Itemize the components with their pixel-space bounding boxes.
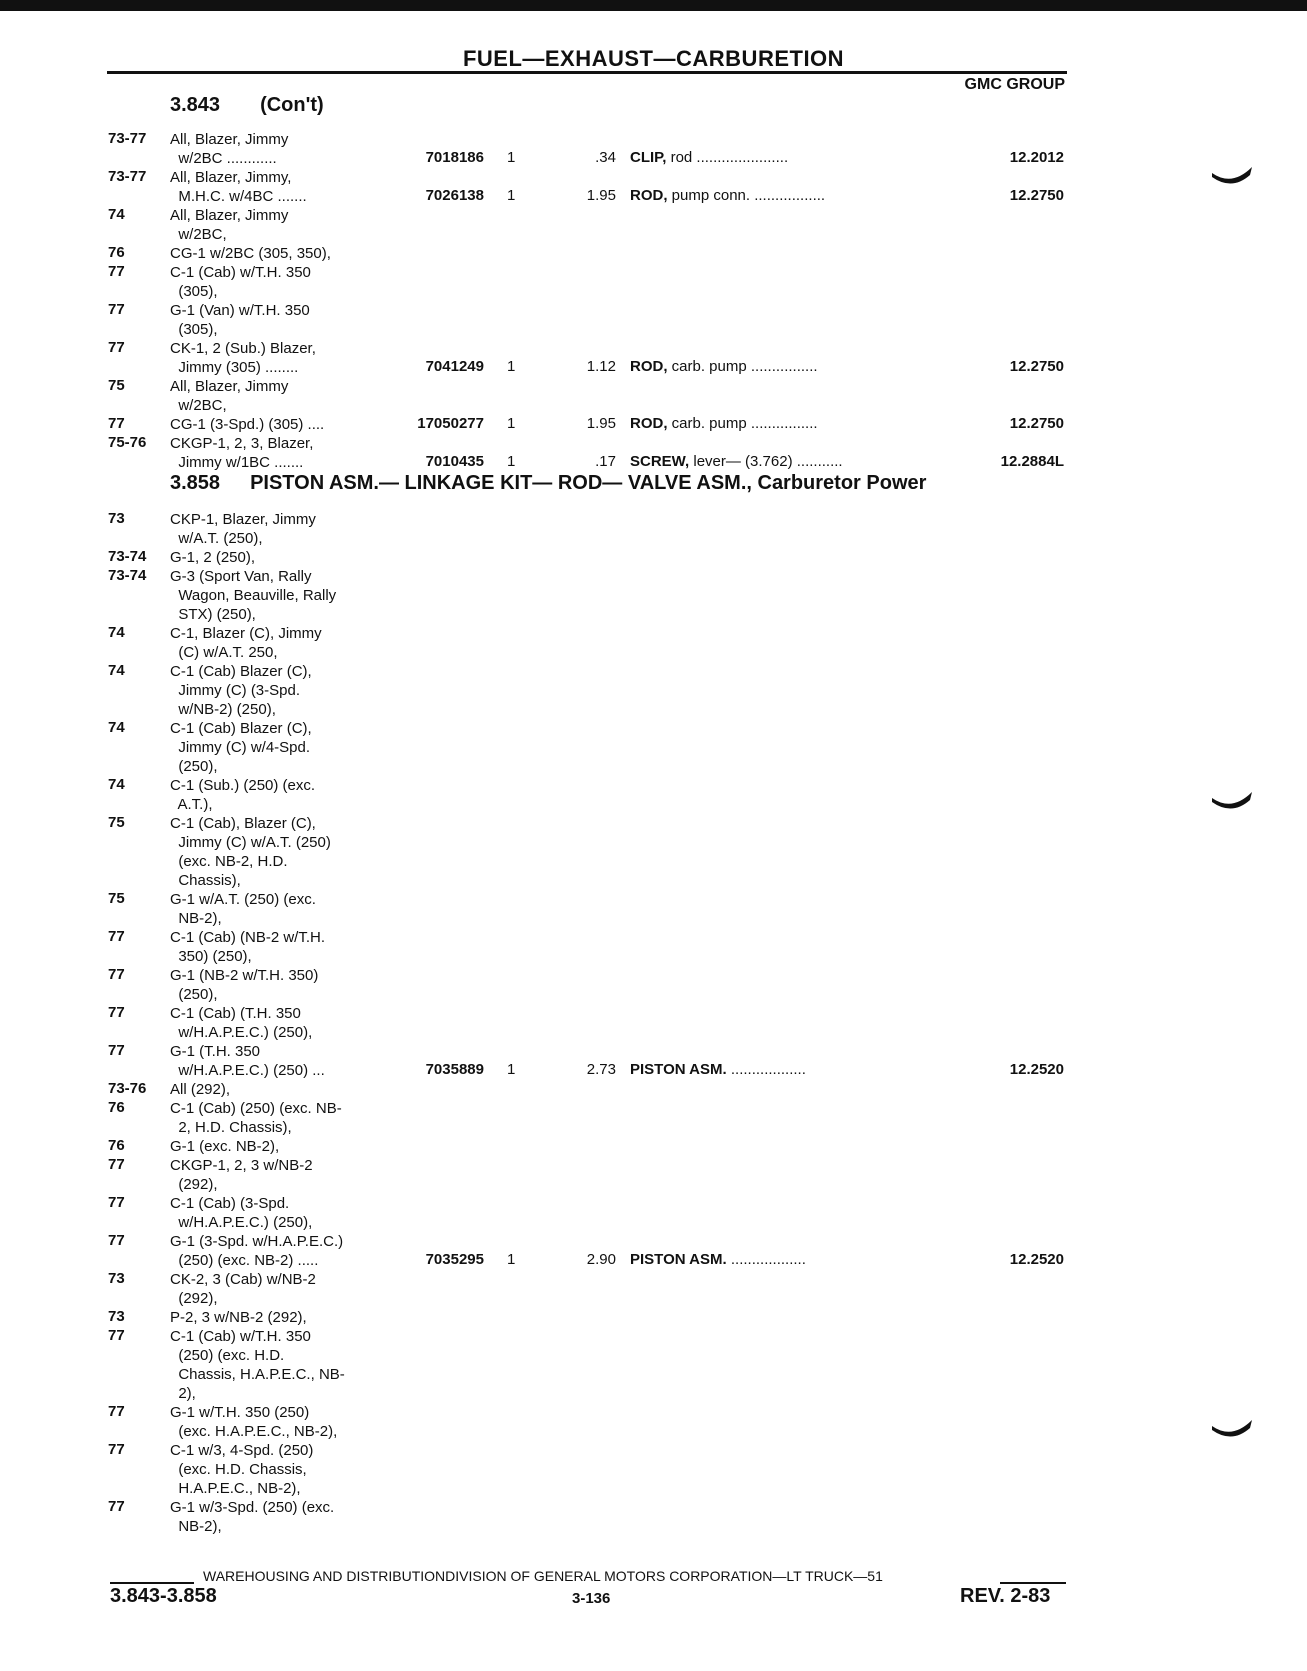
application-text: C-1 (Cab) w/T.H. 350 (250) (exc. H.D. Chassis, H.A.P.E.C., NB- 2), xyxy=(170,1328,345,1402)
model-years: 74 xyxy=(108,719,125,736)
part-detail: lever— (3.762) ........... xyxy=(689,453,843,470)
model-years: 73 xyxy=(108,1270,125,1287)
part-name: PISTON ASM. xyxy=(630,1061,727,1078)
part-number: 7041249 xyxy=(425,358,484,375)
model-years: 77 xyxy=(108,339,125,356)
model-years: 77 xyxy=(108,1004,125,1021)
model-years: 77 xyxy=(108,1327,125,1344)
model-years: 75-76 xyxy=(108,434,147,451)
part-description xyxy=(630,187,825,204)
part-detail: carb. pump ................ xyxy=(667,358,818,375)
application-text: C-1 (Sub.) (250) (exc. A.T.), xyxy=(170,777,316,813)
model-years: 77 xyxy=(108,1156,125,1173)
part-detail: .................. xyxy=(726,1061,806,1078)
part-description xyxy=(630,1061,806,1078)
model-years: 73-77 xyxy=(108,168,147,185)
part-name: CLIP, xyxy=(630,149,667,166)
application-text: CKGP-1, 2, 3, Blazer, Jimmy w/1BC ....... xyxy=(170,435,314,471)
price: 1.95 xyxy=(586,187,616,204)
quantity: 1 xyxy=(507,149,516,166)
application-text: C-1 (Cab) Blazer (C), Jimmy (C) w/4-Spd. (250), xyxy=(170,720,312,775)
application-text: All, Blazer, Jimmy w/2BC ............ xyxy=(170,131,289,167)
model-years: 76 xyxy=(108,1099,125,1116)
application-text: G-1 w/T.H. 350 (250) (exc. H.A.P.E.C., NB-2), xyxy=(170,1404,338,1440)
model-years: 77 xyxy=(108,263,125,280)
part-detail: .................. xyxy=(726,1251,806,1268)
price: 1.12 xyxy=(586,358,616,375)
application-text: C-1, Blazer (C), Jimmy (C) w/A.T. 250, xyxy=(170,625,322,661)
model-years: 73-76 xyxy=(108,1080,147,1097)
footer-note: WAREHOUSING AND DISTRIBUTIONDIVISION OF GENERAL MOTORS CORPORATION—LT TRUCK—51 xyxy=(203,1568,883,1584)
part-name: ROD, xyxy=(630,358,668,375)
application-text: CK-2, 3 (Cab) w/NB-2 (292), xyxy=(170,1271,316,1307)
section-number: 3.843 xyxy=(170,94,221,116)
model-years: 74 xyxy=(108,206,125,223)
application-text: CKP-1, Blazer, Jimmy w/A.T. (250), xyxy=(170,511,316,547)
section-heading-3858 xyxy=(170,472,926,495)
part-description xyxy=(630,1251,806,1268)
model-years: 75 xyxy=(108,377,125,394)
model-years: 77 xyxy=(108,1194,125,1211)
binder-mark xyxy=(1210,165,1254,185)
part-number: 7035295 xyxy=(425,1251,484,1268)
price: 1.95 xyxy=(586,415,616,432)
price: .34 xyxy=(595,149,616,166)
quantity: 1 xyxy=(507,1061,516,1078)
footer-section-range: 3.843-3.858 xyxy=(110,1585,217,1607)
part-description xyxy=(630,149,788,166)
page-number: 3-136 xyxy=(572,1590,611,1607)
application-text: C-1 (Cab) (NB-2 w/T.H. 350) (250), xyxy=(170,929,326,965)
application-text: G-1 (Van) w/T.H. 350 (305), xyxy=(170,302,310,338)
footer-rule-left xyxy=(110,1582,194,1584)
application-text: CK-1, 2 (Sub.) Blazer, Jimmy (305) ........ xyxy=(170,340,316,376)
model-years: 77 xyxy=(108,1232,125,1249)
footer-rule-right xyxy=(1000,1582,1066,1584)
model-years: 73-77 xyxy=(108,130,147,147)
part-description xyxy=(630,453,843,470)
application-text: P-2, 3 w/NB-2 (292), xyxy=(170,1309,307,1326)
quantity: 1 xyxy=(507,415,516,432)
application-text: All, Blazer, Jimmy, M.H.C. w/4BC ....... xyxy=(170,169,307,205)
price: 2.73 xyxy=(586,1061,616,1078)
part-number: 17050277 xyxy=(417,415,484,432)
application-text: C-1 (Cab) (3-Spd. w/H.A.P.E.C.) (250), xyxy=(170,1195,313,1231)
catalog-group-number: 12.2884L xyxy=(1000,453,1064,470)
application-text: C-1 (Cab) w/T.H. 350 (305), xyxy=(170,264,311,300)
application-text: CG-1 w/2BC (305, 350), xyxy=(170,245,331,262)
part-name: PISTON ASM. xyxy=(630,1251,727,1268)
quantity: 1 xyxy=(507,187,516,204)
page-title: FUEL—EXHAUST—CARBURETION xyxy=(462,46,845,71)
model-years: 73 xyxy=(108,1308,125,1325)
application-text: G-3 (Sport Van, Rally Wagon, Beauville, Rally STX) (250), xyxy=(170,568,337,623)
application-text: C-1 (Cab) (T.H. 350 w/H.A.P.E.C.) (250), xyxy=(170,1005,313,1041)
application-text: C-1 w/3, 4-Spd. (250) (exc. H.D. Chassis, H.A.P.E.C., NB-2), xyxy=(170,1442,314,1497)
model-years: 75 xyxy=(108,890,125,907)
part-detail: carb. pump ................ xyxy=(667,415,818,432)
application-text: All (292), xyxy=(170,1081,231,1098)
model-years: 74 xyxy=(108,624,125,641)
application-text: CG-1 (3-Spd.) (305) .... xyxy=(170,416,325,433)
quantity: 1 xyxy=(507,358,516,375)
application-text: C-1 (Cab) Blazer (C), Jimmy (C) (3-Spd. w/NB-2) (250), xyxy=(170,663,312,718)
catalog-group-number: 12.2012 xyxy=(1009,149,1064,166)
section-subtitle: (Con't) xyxy=(260,94,324,116)
catalog-group-number: 12.2750 xyxy=(1009,187,1064,204)
catalog-group-number: 12.2750 xyxy=(1009,358,1064,375)
top-border-bar xyxy=(0,0,1307,11)
application-text: G-1, 2 (250), xyxy=(170,549,256,566)
model-years: 73-74 xyxy=(108,567,147,584)
section-title: PISTON ASM.— LINKAGE KIT— ROD— VALVE ASM., Carburetor Power xyxy=(250,472,927,494)
model-years: 76 xyxy=(108,244,125,261)
application-text: G-1 (T.H. 350 w/H.A.P.E.C.) (250) ... xyxy=(170,1043,325,1079)
model-years: 77 xyxy=(108,966,125,983)
quantity: 1 xyxy=(507,1251,516,1268)
application-text: All, Blazer, Jimmy w/2BC, xyxy=(170,378,289,414)
application-text: G-1 (3-Spd. w/H.A.P.E.C.) (250) (exc. NB-2) ..... xyxy=(170,1233,344,1269)
model-years: 73-74 xyxy=(108,548,147,565)
binder-mark xyxy=(1210,790,1254,810)
price: 2.90 xyxy=(586,1251,616,1268)
model-years: 77 xyxy=(108,1498,125,1515)
model-years: 74 xyxy=(108,776,125,793)
catalog-group-number: 12.2750 xyxy=(1009,415,1064,432)
part-name: ROD, xyxy=(630,187,668,204)
model-years: 77 xyxy=(108,301,125,318)
group-label: GMC GROUP xyxy=(964,76,1065,93)
quantity: 1 xyxy=(507,453,516,470)
part-detail: pump conn. ................. xyxy=(667,187,826,204)
model-years: 74 xyxy=(108,662,125,679)
application-text: All, Blazer, Jimmy w/2BC, xyxy=(170,207,289,243)
model-years: 77 xyxy=(108,415,125,432)
application-text: G-1 (NB-2 w/T.H. 350) (250), xyxy=(170,967,319,1003)
application-text: C-1 (Cab), Blazer (C), Jimmy (C) w/A.T. (250) (exc. NB-2, H.D. Chassis), xyxy=(170,815,331,889)
model-years: 77 xyxy=(108,928,125,945)
model-years: 73 xyxy=(108,510,125,527)
price: .17 xyxy=(595,453,616,470)
part-number: 7035889 xyxy=(425,1061,484,1078)
model-years: 77 xyxy=(108,1403,125,1420)
title-divider xyxy=(107,71,1067,74)
application-text: C-1 (Cab) (250) (exc. NB- 2, H.D. Chassis), xyxy=(170,1100,342,1136)
section-heading-3843 xyxy=(170,94,324,117)
application-text: G-1 w/A.T. (250) (exc. NB-2), xyxy=(170,891,316,927)
application-text: G-1 (exc. NB-2), xyxy=(170,1138,280,1155)
application-text: G-1 w/3-Spd. (250) (exc. NB-2), xyxy=(170,1499,335,1535)
catalog-group-number: 12.2520 xyxy=(1009,1251,1064,1268)
binder-mark xyxy=(1210,1418,1254,1438)
model-years: 75 xyxy=(108,814,125,831)
part-number: 7018186 xyxy=(425,149,484,166)
model-years: 76 xyxy=(108,1137,125,1154)
part-name: ROD, xyxy=(630,415,668,432)
model-years: 77 xyxy=(108,1042,125,1059)
revision-label: REV. 2-83 xyxy=(960,1585,1051,1607)
part-number: 7026138 xyxy=(425,187,484,204)
section-number: 3.858 xyxy=(170,472,221,494)
part-description xyxy=(630,415,818,432)
part-number: 7010435 xyxy=(425,453,484,470)
part-detail: rod ...................... xyxy=(666,149,789,166)
part-description xyxy=(630,358,818,375)
part-name: SCREW, xyxy=(630,453,690,470)
model-years: 77 xyxy=(108,1441,125,1458)
application-text: CKGP-1, 2, 3 w/NB-2 (292), xyxy=(170,1157,313,1193)
catalog-group-number: 12.2520 xyxy=(1009,1061,1064,1078)
